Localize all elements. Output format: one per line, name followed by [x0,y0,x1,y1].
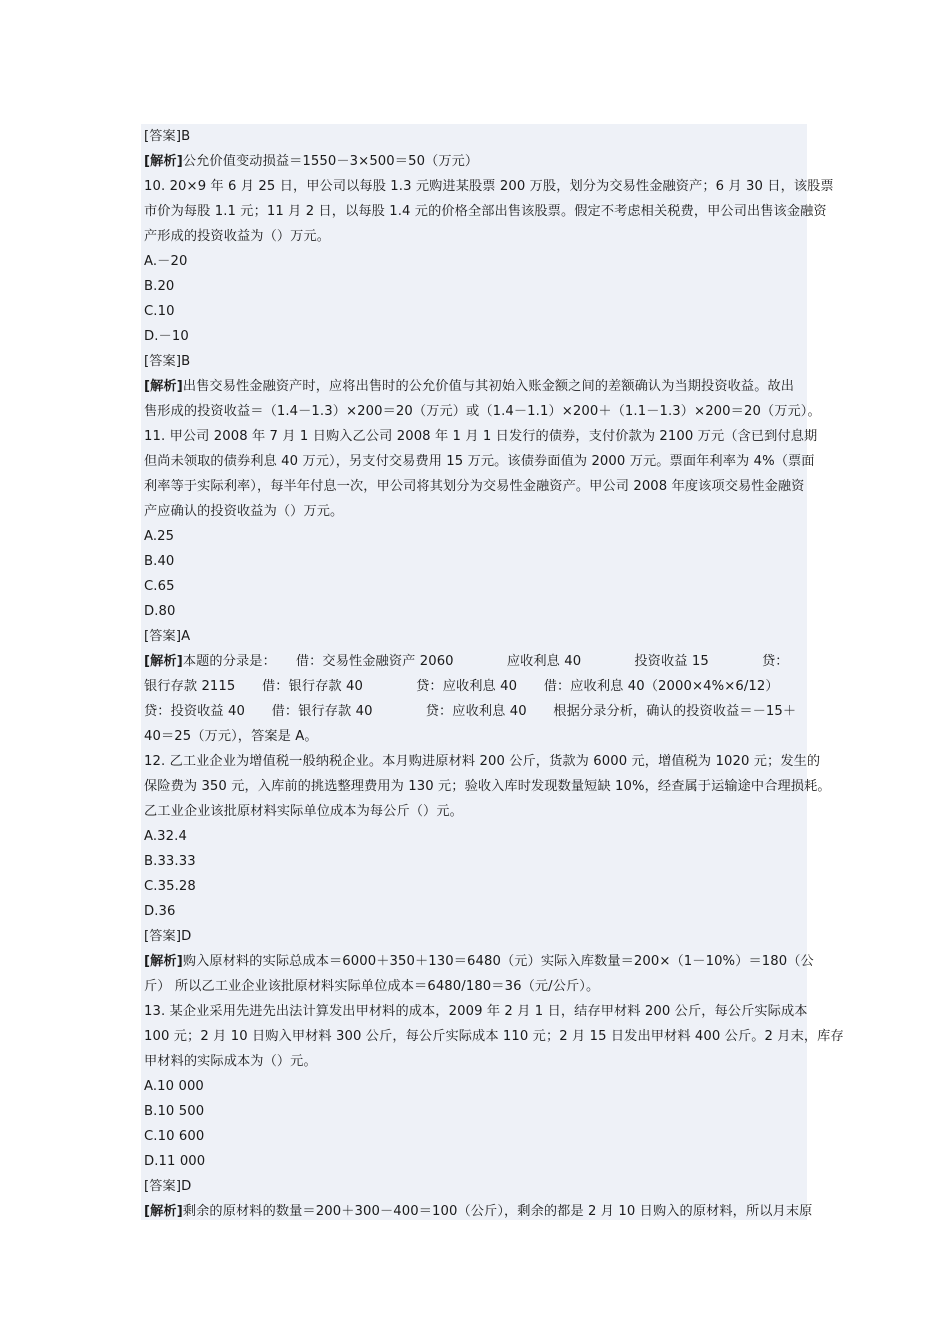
line-text: C.65 [144,579,175,594]
document-line [144,424,818,449]
line-text: D.11 000 [144,1154,206,1169]
line-text: 40＝25（万元），答案是 A。 [144,729,318,744]
line-text: 市价为每股 1.1 元；11 月 2 日，以每股 1.4 元的价格全部出售该股票。假定不考虑相关税费，甲公司出售该金融资 [144,204,827,219]
line-text: 11. 甲公司 2008 年 7 月 1 日购入乙公司 2008 年 1 月 1 日发行的债券，支付价款为 2100 万元（含已到付息期 [144,429,818,444]
document-line [144,349,809,374]
document-line [144,774,831,799]
document-line [144,249,809,274]
line-text: 13. 某企业采用先进先出法计算发出甲材料的成本，2009 年 2 月 1 日，结存甲材料 200 公斤，每公斤实际成本 [144,1004,808,1019]
analysis-label: [解析] [144,379,183,394]
document-line [144,549,809,574]
line-text: 贷：投资收益 40 借：银行存款 40 贷：应收利息 40 根据分录分析，确认的投资收益＝－15＋ [144,704,797,719]
document-line [144,1199,813,1224]
document-body [144,124,844,1224]
document-line [144,449,815,474]
line-text: [答案]D [144,929,192,944]
document-line [144,699,809,724]
document-line [144,1099,809,1124]
document-line [144,974,809,999]
document-line [144,1174,809,1199]
line-text: 12. 乙工业企业为增值税一般纳税企业。本月购进原材料 200 公斤，货款为 6000 元，增值税为 1020 元；发生的 [144,754,821,769]
line-text: 10. 20×9 年 6 月 25 日，甲公司以每股 1.3 元购进某股票 200 万股，划分为交易性金融资产；6 月 30 日，该股票 [144,179,834,194]
document-line [144,1024,844,1049]
line-text: C.10 [144,304,175,319]
document-line [144,224,809,249]
document-line [144,499,809,524]
document-line [144,999,809,1024]
line-text: 购入原材料的实际总成本＝6000＋350＋130＝6480（元）实际入库数量＝200×（1－10%）＝180（公 [182,954,814,969]
line-text: [答案]B [144,354,191,369]
line-text: 剩余的原材料的数量＝200＋300－400＝100（公斤），剩余的都是 2 月 10 日购入的原材料，所以月末原 [182,1204,813,1219]
analysis-label: [解析] [144,1204,183,1219]
line-text: B.20 [144,279,175,294]
document-line [144,849,809,874]
document-line [144,124,809,149]
line-text: D.36 [144,904,176,919]
line-text: 公允价值变动损益＝1550－3×500＝50（万元） [182,154,479,169]
document-line [144,874,809,899]
line-text: 斤） 所以乙工业企业该批原材料实际单位成本＝6480/180＝36（元/公斤）。 [144,979,600,994]
document-line [144,174,834,199]
line-text: C.35.28 [144,879,196,894]
line-text: 售形成的投资收益＝（1.4－1.3）×200＝20（万元）或（1.4－1.1）×200＋（1.1－1.3）×200＝20（万元）。 [144,404,821,419]
line-text: A.－20 [144,254,188,269]
document-line [144,624,809,649]
document-line [144,399,821,424]
document-line [144,274,809,299]
document-line [144,924,809,949]
line-text: D.－10 [144,329,189,344]
document-line [144,524,809,549]
document-line [144,599,809,624]
line-text: B.33.33 [144,854,196,869]
line-text: D.80 [144,604,176,619]
analysis-label: [解析] [144,154,183,169]
document-line [144,1074,809,1099]
document-line [144,1049,809,1074]
document-line [144,799,809,824]
document-line [144,899,809,924]
line-text: [答案]D [144,1179,192,1194]
line-text: 但尚未领取的债券利息 40 万元），另支付交易费用 15 万元。该债券面值为 2000 万元。票面年利率为 4%（票面 [144,454,815,469]
line-text: 100 元；2 月 10 日购入甲材料 300 公斤，每公斤实际成本 110 元；2 月 15 日发出甲材料 400 公斤。2 月末，库存 [144,1029,844,1044]
document-line [144,299,809,324]
line-text: A.10 000 [144,1079,204,1094]
document-line [144,474,809,499]
line-text: A.32.4 [144,829,187,844]
line-text: C.10 600 [144,1129,205,1144]
document-line [144,674,809,699]
document-line [144,649,809,674]
line-text: 乙工业企业该批原材料实际单位成本为每公斤（）元。 [144,804,463,819]
document-line [144,1149,809,1174]
document-line [144,574,809,599]
line-text: B.10 500 [144,1104,205,1119]
document-line [144,1124,809,1149]
analysis-label: [解析] [144,654,183,669]
document-line [144,149,809,174]
line-text: 产形成的投资收益为（）万元。 [144,229,331,244]
line-text: A.25 [144,529,175,544]
document-line [144,949,814,974]
line-text: 本题的分录是： 借：交易性金融资产 2060 应收利息 40 投资收益 15 贷： [182,654,789,669]
line-text: 产应确认的投资收益为（）万元。 [144,504,344,519]
document-line [144,324,809,349]
document-line [144,724,809,749]
document-line [144,749,821,774]
line-text: 保险费为 350 元，入库前的挑选整理费用为 130 元；验收入库时发现数量短缺 10%，经查属于运输途中合理损耗。 [144,779,831,794]
line-text: 出售交易性金融资产时，应将出售时的公允价值与其初始入账金额之间的差额确认为当期投资收益。故出 [182,379,795,394]
line-text: B.40 [144,554,175,569]
line-text: 甲材料的实际成本为（）元。 [144,1054,317,1069]
document-line [144,824,809,849]
document-line [144,199,827,224]
line-text: [答案]A [144,629,191,644]
line-text: 利率等于实际利率），每半年付息一次，甲公司将其划分为交易性金融资产。甲公司 2008 年度该项交易性金融资 [144,479,805,494]
analysis-label: [解析] [144,954,183,969]
line-text: [答案]B [144,129,191,144]
document-line [144,374,809,399]
line-text: 银行存款 2115 借：银行存款 40 贷：应收利息 40 借：应收利息 40（2000×4%×6/12） [144,679,779,694]
